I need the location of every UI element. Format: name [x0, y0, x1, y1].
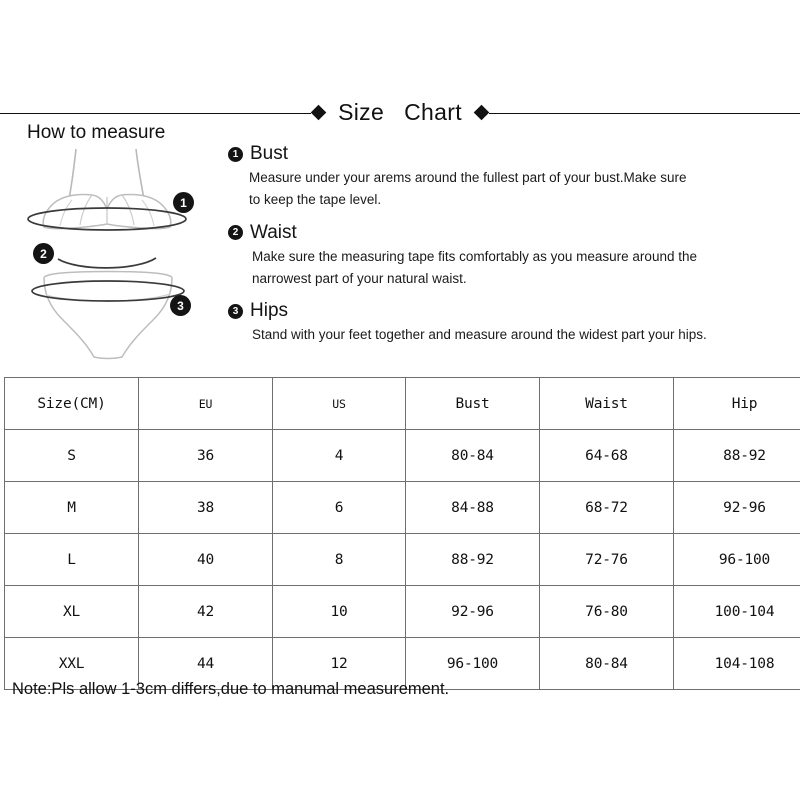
instruction-bust-line-1: Measure under your arems around the fullest part of your bust.Make sure	[249, 170, 687, 185]
cell-us: 8	[273, 534, 406, 586]
cell-size: XL	[5, 586, 139, 638]
instruction-waist-line-2: narrowest part of your natural waist.	[252, 270, 467, 286]
instruction-waist-heading	[228, 222, 794, 244]
cell-waist: 80-84	[540, 638, 674, 690]
cell-bust: 92-96	[406, 586, 540, 638]
header-rule-left	[0, 113, 311, 114]
cell-bust: 96-100	[406, 638, 540, 690]
cell-eu: 36	[139, 430, 273, 482]
cell-eu: 42	[139, 586, 273, 638]
instruction-bust	[228, 143, 794, 211]
diamond-icon	[474, 104, 490, 120]
instruction-badge-3: 3	[228, 304, 243, 319]
figure-badge-bust: 1	[173, 192, 194, 213]
cell-hip: 88-92	[674, 430, 800, 482]
cell-bust: 80-84	[406, 430, 540, 482]
cell-hip: 100-104	[674, 586, 800, 638]
table-row	[5, 482, 800, 534]
cell-waist: 76-80	[540, 586, 674, 638]
cell-hip: 104-108	[674, 638, 800, 690]
cell-bust: 84-88	[406, 482, 540, 534]
cell-hip: 92-96	[674, 482, 800, 534]
instruction-waist-title: Waist	[250, 221, 297, 243]
figure-badge-waist: 2	[33, 243, 54, 264]
instruction-bust-heading	[228, 143, 794, 165]
instruction-hips	[228, 300, 794, 346]
diamond-icon	[311, 104, 327, 120]
column-header-size: Size(CM)	[5, 378, 139, 430]
cell-size: L	[5, 534, 139, 586]
instruction-badge-1: 1	[228, 147, 243, 162]
cell-waist: 64-68	[540, 430, 674, 482]
cell-us: 10	[273, 586, 406, 638]
instruction-hips-title: Hips	[250, 300, 289, 322]
table-row	[5, 586, 800, 638]
instruction-bust-line-2: to keep the tape level.	[249, 191, 382, 207]
cell-waist: 68-72	[540, 482, 674, 534]
column-header-bust: Bust	[406, 378, 540, 430]
instruction-hips-line-1: Stand with your feet together and measure around the widest part your hips.	[252, 327, 707, 343]
page-title: Size Chart	[338, 98, 462, 125]
cell-bust: 88-92	[406, 534, 540, 586]
cell-us: 12	[273, 638, 406, 690]
cell-size: M	[5, 482, 139, 534]
column-header-eu: EU	[139, 378, 273, 430]
cell-size: XXL	[5, 638, 139, 690]
cell-eu: 40	[139, 534, 273, 586]
column-header-waist: Waist	[540, 378, 674, 430]
table-row	[5, 430, 800, 482]
column-header-us: US	[273, 378, 406, 430]
column-header-hip: Hip	[674, 378, 800, 430]
size-chart-table	[4, 377, 800, 690]
instruction-hips-heading	[228, 300, 794, 322]
instruction-waist-line-1: Make sure the measuring tape fits comfortably as you measure around the	[252, 248, 697, 264]
cell-us: 4	[273, 430, 406, 482]
table-row	[5, 534, 800, 586]
cell-eu: 44	[139, 638, 273, 690]
cell-waist: 72-76	[540, 534, 674, 586]
instruction-badge-2: 2	[228, 225, 243, 240]
cell-us: 6	[273, 482, 406, 534]
header-rule-right	[489, 113, 800, 114]
figure-badge-hips: 3	[170, 295, 191, 316]
table-header-row	[5, 378, 800, 430]
measurement-instructions	[228, 143, 794, 357]
cell-size: S	[5, 430, 139, 482]
instruction-waist	[228, 222, 794, 290]
cell-eu: 38	[139, 482, 273, 534]
how-to-measure-title: How to measure	[27, 122, 166, 143]
instruction-bust-title: Bust	[250, 143, 289, 164]
measurement-note: Note:Pls allow 1-3cm differs,due to manumal measurement.	[12, 680, 450, 698]
cell-hip: 96-100	[674, 534, 800, 586]
